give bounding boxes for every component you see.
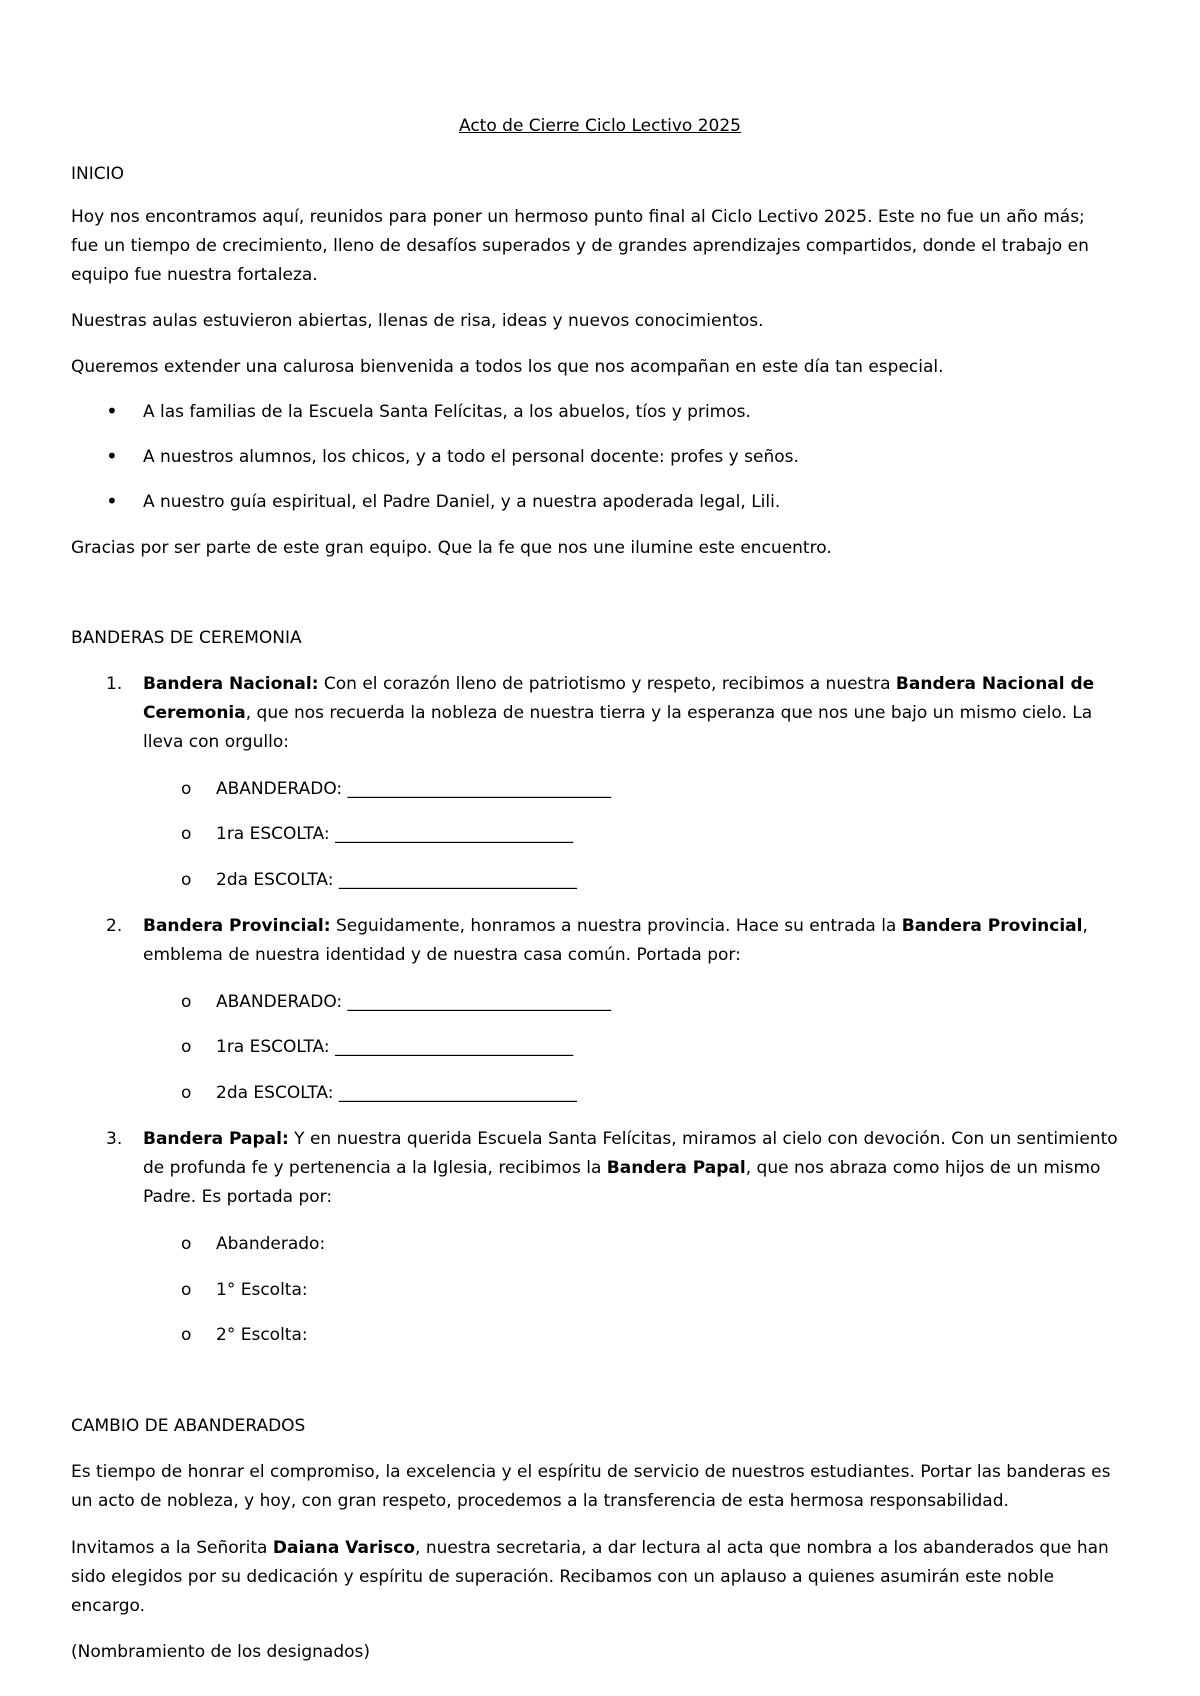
bandera-papal-text-3: , que nos abraza como hijos de un mismo bbox=[745, 1158, 1101, 1178]
bandera-nacional-text-2: , que nos recuerda la nobleza de nuestra tierra y la esperanza que nos une bajo un mismo cielo. La bbox=[245, 703, 1093, 723]
section-heading-inicio: INICIO bbox=[71, 164, 125, 184]
bullet-item: A nuestros alumnos, los chicos, y a todo el personal docente: profes y seños. bbox=[143, 447, 799, 467]
bandera-papal-line-2 bbox=[143, 1154, 1153, 1183]
abanderado-line: Abanderado: bbox=[216, 1234, 326, 1254]
cambio-paragraph-2-line-3: encargo. bbox=[71, 1596, 145, 1616]
inicio-paragraph-1-line-1: Hoy nos encontramos aquí, reunidos para poner un hermoso punto final al Ciclo Lectivo 2025. Este no fue un año más; bbox=[71, 207, 1085, 227]
inicio-paragraph-4: Gracias por ser parte de este gran equipo. Que la fe que nos une ilumine este encuentro. bbox=[71, 538, 832, 558]
bandera-papal-text: Y en nuestra querida Escuela Santa Felícitas, miramos al cielo con devoción. Con un sentimiento bbox=[288, 1129, 1118, 1149]
bandera-papal-line-1 bbox=[143, 1125, 1153, 1154]
bullet-marker: • bbox=[106, 399, 118, 423]
secretaria-name: Daiana Varisco bbox=[272, 1538, 416, 1558]
bandera-nacional-line-1 bbox=[143, 670, 1153, 699]
sub-list-marker: o bbox=[181, 992, 192, 1012]
cambio-text-2: , nuestra secretaria, a dar lectura al acta que nombra a los abanderados que han bbox=[415, 1538, 1109, 1558]
sub-list-marker: o bbox=[181, 1083, 192, 1103]
sub-list-marker: o bbox=[181, 1280, 192, 1300]
bandera-papal-text-2: de profunda fe y pertenencia a la Iglesia, recibimos la bbox=[143, 1158, 607, 1178]
sub-list-marker: o bbox=[181, 1037, 192, 1057]
cambio-paragraph-1-line-2: un acto de nobleza, y hoy, con gran respeto, procedemos a la transferencia de esta hermosa responsabilidad. bbox=[71, 1491, 1009, 1511]
cambio-paragraph-2-line-2: sido elegidos por su dedicación y espíritu de superación. Recibamos con un aplauso a quienes asumirán este noble bbox=[71, 1567, 1055, 1587]
bandera-papal-bold: Bandera Papal bbox=[606, 1158, 746, 1178]
segunda-escolta-line: 2° Escolta: bbox=[216, 1325, 308, 1345]
bandera-provincial-comma: , bbox=[1082, 916, 1088, 936]
bandera-provincial-bold: Bandera Provincial bbox=[901, 916, 1083, 936]
sub-list-marker: o bbox=[181, 1234, 192, 1254]
list-number: 1. bbox=[106, 674, 123, 694]
cambio-paragraph-1-line-1: Es tiempo de honrar el compromiso, la excelencia y el espíritu de servicio de nuestros estudiantes. Portar las banderas es bbox=[71, 1462, 1111, 1482]
inicio-paragraph-2: Nuestras aulas estuvieron abiertas, llenas de risa, ideas y nuevos conocimientos. bbox=[71, 311, 764, 331]
list-number: 2. bbox=[106, 916, 123, 936]
inicio-paragraph-1-line-3: equipo fue nuestra fortaleza. bbox=[71, 265, 318, 285]
document-title: Acto de Cierre Ciclo Lectivo 2025 bbox=[459, 116, 741, 136]
inicio-paragraph-1-line-2: fue un tiempo de crecimiento, lleno de desafíos superados y de grandes aprendizajes compartidos, donde el trabajo en bbox=[71, 236, 1089, 256]
bullet-item: A las familias de la Escuela Santa Felícitas, a los abuelos, tíos y primos. bbox=[143, 402, 751, 422]
bullet-item: A nuestro guía espiritual, el Padre Daniel, y a nuestra apoderada legal, Lili. bbox=[143, 492, 781, 512]
bandera-nacional-bold: Bandera Nacional de bbox=[895, 674, 1095, 694]
inicio-paragraph-3: Queremos extender una calurosa bienvenida a todos los que nos acompañan en este día tan especial. bbox=[71, 357, 944, 377]
bandera-papal-line-3: Padre. Es portada por: bbox=[143, 1187, 333, 1207]
bandera-nacional-line-3: lleva con orgullo: bbox=[143, 732, 289, 752]
list-number: 3. bbox=[106, 1129, 123, 1149]
cambio-paragraph-2-line-1 bbox=[71, 1534, 1151, 1563]
sub-list-marker: o bbox=[181, 870, 192, 890]
segunda-escolta-line: 2da ESCOLTA: ____________________________ bbox=[216, 870, 577, 890]
bandera-nacional-label: Bandera Nacional: bbox=[143, 674, 319, 694]
bullet-marker: • bbox=[106, 444, 118, 468]
bandera-nacional-text: Con el corazón lleno de patriotismo y respeto, recibimos a nuestra bbox=[318, 674, 896, 694]
cambio-paragraph-3: (Nombramiento de los designados) bbox=[71, 1642, 371, 1662]
primera-escolta-line: 1ra ESCOLTA: ____________________________ bbox=[216, 824, 574, 844]
primera-escolta-line: 1ra ESCOLTA: ____________________________ bbox=[216, 1037, 574, 1057]
abanderado-line: ABANDERADO: _______________________________ bbox=[216, 992, 612, 1012]
section-heading-banderas: BANDERAS DE CEREMONIA bbox=[71, 628, 302, 648]
primera-escolta-line: 1° Escolta: bbox=[216, 1280, 308, 1300]
section-heading-cambio: CAMBIO DE ABANDERADOS bbox=[71, 1416, 306, 1436]
bullet-marker: • bbox=[106, 489, 118, 513]
bandera-provincial-line-2: emblema de nuestra identidad y de nuestra casa común. Portada por: bbox=[143, 945, 741, 965]
bandera-provincial-label: Bandera Provincial: bbox=[143, 916, 331, 936]
sub-list-marker: o bbox=[181, 1325, 192, 1345]
bandera-papal-label: Bandera Papal: bbox=[143, 1129, 289, 1149]
sub-list-marker: o bbox=[181, 779, 192, 799]
bandera-provincial-line-1 bbox=[143, 912, 1153, 941]
cambio-text: Invitamos a la Señorita bbox=[71, 1538, 273, 1558]
bandera-nacional-line-2 bbox=[143, 699, 1153, 728]
ceremonia-bold: Ceremonia bbox=[143, 703, 246, 723]
abanderado-line: ABANDERADO: _______________________________ bbox=[216, 779, 612, 799]
sub-list-marker: o bbox=[181, 824, 192, 844]
segunda-escolta-line: 2da ESCOLTA: ____________________________ bbox=[216, 1083, 577, 1103]
bandera-provincial-text: Seguidamente, honramos a nuestra provincia. Hace su entrada la bbox=[330, 916, 902, 936]
